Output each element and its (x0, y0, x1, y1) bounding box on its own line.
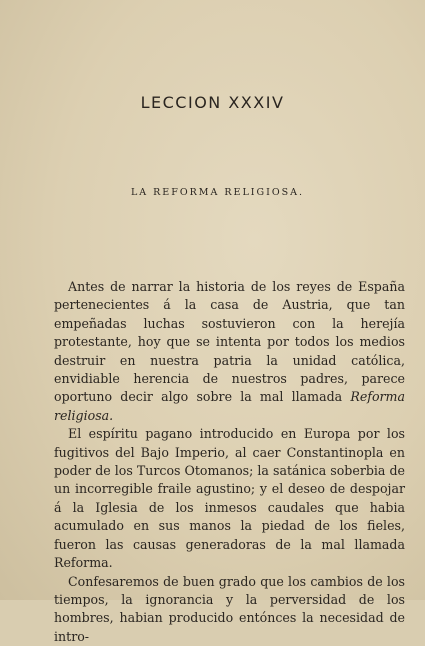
paragraph-1 (54, 278, 405, 425)
chapter-title: LECCION XXXIV (0, 93, 425, 112)
paragraph-1-emphasis: Reforma religiosa. (54, 389, 405, 422)
paragraph-1-text: Antes de narrar la historia de los reyes de España pertenecientes á la casa de Austria, que tan empeñadas luchas sostuvieron con la herejía protestante, hoy que se intenta por todos los medios destruir en nuestra patria la unidad católica, envidiable herencia de nuestros padres, parece oportuno decir algo sobre la mal llamada (54, 279, 405, 404)
body-text (54, 278, 405, 646)
section-title: LA REFORMA RELIGIOSA. (0, 187, 425, 198)
paragraph-3: Confesaremos de buen grado que los cambios de los tiempos, la ignorancia y la perversidad de los hombres, habian producido entónces la necesidad de intro- (54, 573, 405, 646)
paragraph-2: El espíritu pagano introducido en Europa por los fugitivos del Bajo Imperio, al caer Constantinopla en poder de los Turcos Otomanos; la satánica soberbia de un incorregible fraile agustino; y el deseo de despojar á la Iglesia de los inmesos caudales que habia acumulado en sus manos la piedad de los fieles, fueron las causas generadoras de la mal llamada Reforma. (54, 425, 405, 572)
